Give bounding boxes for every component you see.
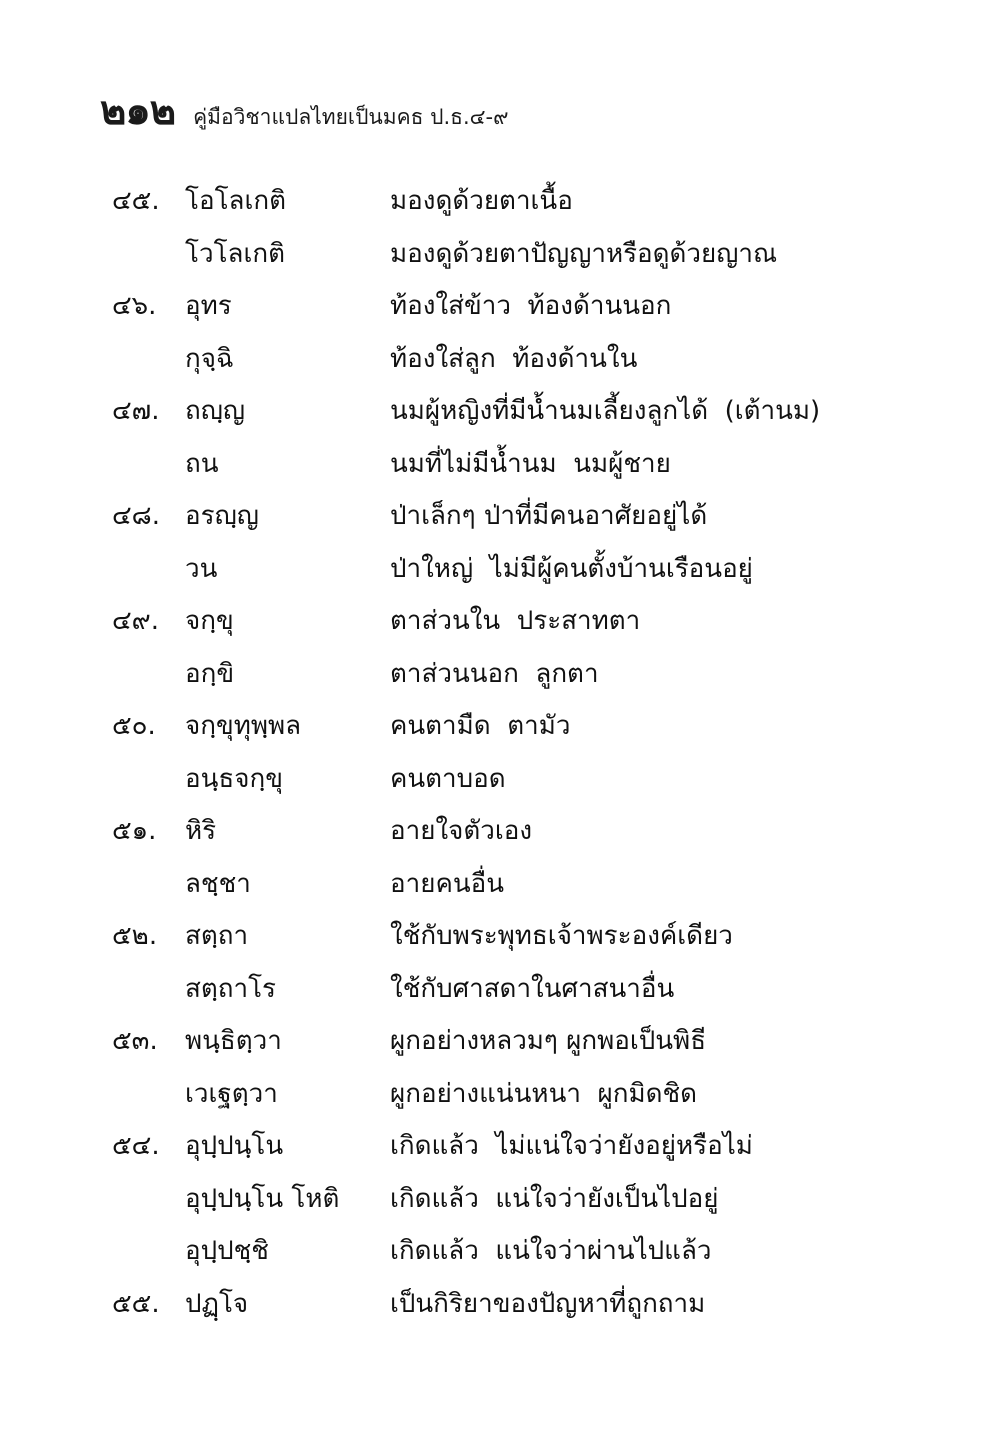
entry-row [0, 228, 1000, 281]
entry-word: ถน [185, 448, 219, 479]
entry-row [0, 858, 1000, 911]
entry-meaning: มองดูด้วยตาปัญญาหรือดูด้วยญาณ [390, 238, 778, 269]
entry-word: อุทร [185, 291, 232, 321]
entry-meaning: ผูกอย่างหลวมๆ ผูกพอเป็นพิธี [390, 1026, 707, 1056]
entry-number: ๔๖. [112, 291, 157, 321]
entry-number: ๕๑. [112, 816, 157, 846]
entry-word: อุปฺปชฺชิ [185, 1236, 269, 1266]
entry-number: ๔๕. [112, 186, 160, 216]
entry-word: อุปฺปนฺโน โหติ [185, 1183, 340, 1214]
entry-row [0, 385, 1000, 438]
entry-row [0, 1120, 1000, 1173]
entry-word: อกฺขิ [185, 658, 235, 689]
entry-word: กุจฺฉิ [185, 343, 234, 374]
page-header [100, 78, 509, 134]
entry-word: อนฺธจกฺขุ [185, 763, 284, 794]
entry-row [0, 333, 1000, 386]
entry-meaning: ผูกอย่างแน่นหนา ผูกมิดชิด [390, 1078, 697, 1109]
entry-row [0, 175, 1000, 228]
entry-row [0, 1278, 1000, 1331]
entry-meaning: ป่าใหญ่ ไม่มีผู้คนตั้งบ้านเรือนอยู่ [390, 553, 753, 584]
entry-number: ๔๗. [112, 396, 160, 426]
entry-word: อรญฺญ [185, 501, 259, 531]
entry-row [0, 1068, 1000, 1121]
entry-meaning: คนตาบอด [390, 763, 506, 794]
page-number: ๒๑๒ [100, 88, 176, 134]
entry-word: อุปฺปนฺโน [185, 1131, 284, 1161]
entry-number: ๕๐. [112, 711, 156, 741]
entry-row [0, 1225, 1000, 1278]
entry-word: สตฺถา [185, 921, 249, 951]
entry-row [0, 595, 1000, 648]
entry-word: จกฺขุ [185, 606, 234, 636]
entry-meaning: ตาส่วนใน ประสาทตา [390, 606, 641, 636]
entry-meaning: ป่าเล็กๆ ป่าที่มีคนอาศัยอยู่ได้ [390, 501, 708, 531]
entry-number: ๕๒. [112, 921, 158, 951]
entry-meaning: อายคนอื่น [390, 868, 505, 899]
entry-row [0, 753, 1000, 806]
entry-word: วน [185, 553, 218, 584]
entry-row [0, 1173, 1000, 1226]
entry-meaning: ท้องใส่ลูก ท้องด้านใน [390, 343, 638, 374]
entry-number: ๕๓. [112, 1026, 158, 1056]
vocabulary-list [0, 175, 1000, 1330]
entry-word: ถญฺญ [185, 396, 246, 426]
entry-meaning: ใช้กับศาสดาในศาสนาอื่น [390, 973, 675, 1004]
entry-number: ๕๕. [112, 1288, 160, 1319]
entry-word: โอโลเกติ [185, 186, 286, 216]
entry-meaning: เกิดแล้ว แน่ใจว่ายังเป็นไปอยู่ [390, 1183, 719, 1214]
entry-row [0, 490, 1000, 543]
entry-word: ลชฺชา [185, 868, 251, 899]
entry-meaning: ใช้กับพระพุทธเจ้าพระองค์เดียว [390, 921, 733, 951]
entry-meaning: นมผู้หญิงที่มีน้ำนมเลี้ยงลูกได้ (เต้านม) [390, 396, 821, 426]
entry-row [0, 963, 1000, 1016]
entry-row [0, 910, 1000, 963]
entry-meaning: อายใจตัวเอง [390, 816, 533, 846]
entry-meaning: มองดูด้วยตาเนื้อ [390, 186, 573, 216]
entry-number: ๔๘. [112, 501, 161, 531]
entry-meaning: ท้องใส่ข้าว ท้องด้านนอก [390, 291, 672, 321]
entry-row [0, 280, 1000, 333]
entry-row [0, 648, 1000, 701]
entry-row [0, 1015, 1000, 1068]
entry-row [0, 438, 1000, 491]
entry-meaning: เป็นกิริยาของปัญหาที่ถูกถาม [390, 1288, 706, 1319]
entry-word: โวโลเกติ [185, 238, 285, 269]
entry-word: พนฺธิตฺวา [185, 1026, 282, 1056]
entry-row [0, 805, 1000, 858]
entry-meaning: คนตามืด ตามัว [390, 711, 571, 741]
entry-word: สตฺถาโร [185, 973, 277, 1004]
entry-word: จกฺขุทุพฺพล [185, 711, 302, 741]
entry-meaning: นมที่ไม่มีน้ำนม นมผู้ชาย [390, 448, 671, 479]
entry-meaning: ตาส่วนนอก ลูกตา [390, 658, 599, 689]
entry-row [0, 700, 1000, 753]
book-title: คู่มือวิชาแปลไทยเป็นมคธ ป.ธ.๔-๙ [193, 105, 509, 129]
entry-word: เวเฐตฺวา [185, 1078, 278, 1109]
entry-number: ๕๔. [112, 1131, 160, 1161]
entry-number: ๔๙. [112, 606, 159, 636]
entry-row [0, 543, 1000, 596]
entry-meaning: เกิดแล้ว แน่ใจว่าผ่านไปแล้ว [390, 1236, 712, 1266]
entry-meaning: เกิดแล้ว ไม่แน่ใจว่ายังอยู่หรือไม่ [390, 1131, 753, 1161]
entry-word: ปฏฺโจ [185, 1288, 249, 1319]
entry-word: หิริ [185, 816, 217, 846]
